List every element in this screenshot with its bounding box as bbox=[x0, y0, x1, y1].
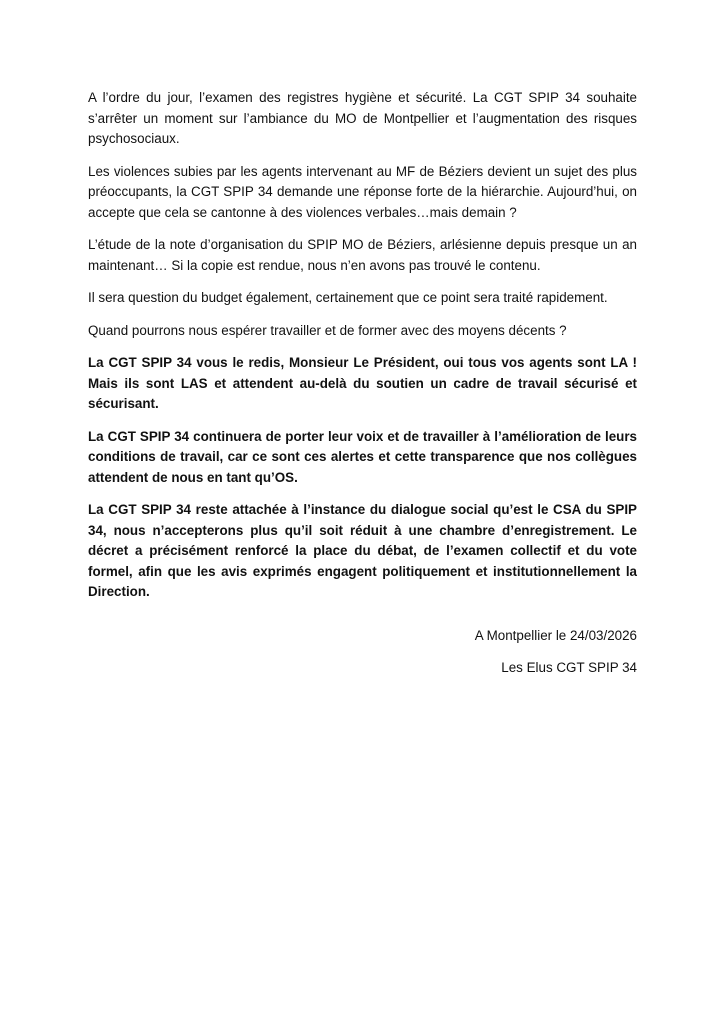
paragraph-note-organisation: L’étude de la note d’organisation du SPIP MO de Béziers, arlésienne depuis presque un an maintenant… Si la copie est rendue, nous n’en avons pas trouvé le contenu. bbox=[88, 237, 637, 273]
paragraph-dialogue-social: La CGT SPIP 34 reste attachée à l’instance du dialogue social qu’est le CSA du SPIP 34, nous n’accepterons plus qu’il soit réduit à une chambre d’enregistrement. Le décret a précisément renforcé la place du débat, de l’examen collectif et du vote formel, afin que les avis exprimés engagent politiquement et institutionnellement la Direction. bbox=[88, 502, 637, 599]
paragraph-budget: Il sera question du budget également, certainement que ce point sera traité rapidement. bbox=[88, 290, 608, 305]
document-body bbox=[88, 88, 637, 615]
paragraph-agents-las: La CGT SPIP 34 vous le redis, Monsieur Le Président, oui tous vos agents sont LA ! Mais ils sont LAS et attendent au-delà du soutien un cadre de travail sécurisé et sécurisant. bbox=[88, 355, 637, 411]
paragraph-porter-voix: La CGT SPIP 34 continuera de porter leur voix et de travailler à l’amélioration de leurs conditions de travail, car ce sont ces alertes et cette transparence que nos collègues attendent de nous en tant qu’OS. bbox=[88, 428, 637, 485]
paragraph-violences: Les violences subies par les agents intervenant au MF de Béziers devient un sujet des plus préoccupants, la CGT SPIP 34 demande une réponse forte de la hiérarchie. Aujourd’hui, on accepte que cela se cantonne à des violences verbales…mais demain ? bbox=[88, 163, 637, 220]
place-date: A Montpellier le 24/03/2026 bbox=[474, 628, 637, 643]
signatory: Les Elus CGT SPIP 34 bbox=[501, 660, 637, 675]
paragraph-ordre-du-jour: A l’ordre du jour, l’examen des registres hygiène et sécurité. La CGT SPIP 34 souhaite s’arrêter un moment sur l’ambiance du MO de Montpellier et l’augmentation des risques psychosociaux. bbox=[88, 90, 637, 146]
paragraph-moyens: Quand pourrons nous espérer travailler et de former avec des moyens décents ? bbox=[88, 322, 567, 338]
signature-block bbox=[337, 626, 637, 690]
